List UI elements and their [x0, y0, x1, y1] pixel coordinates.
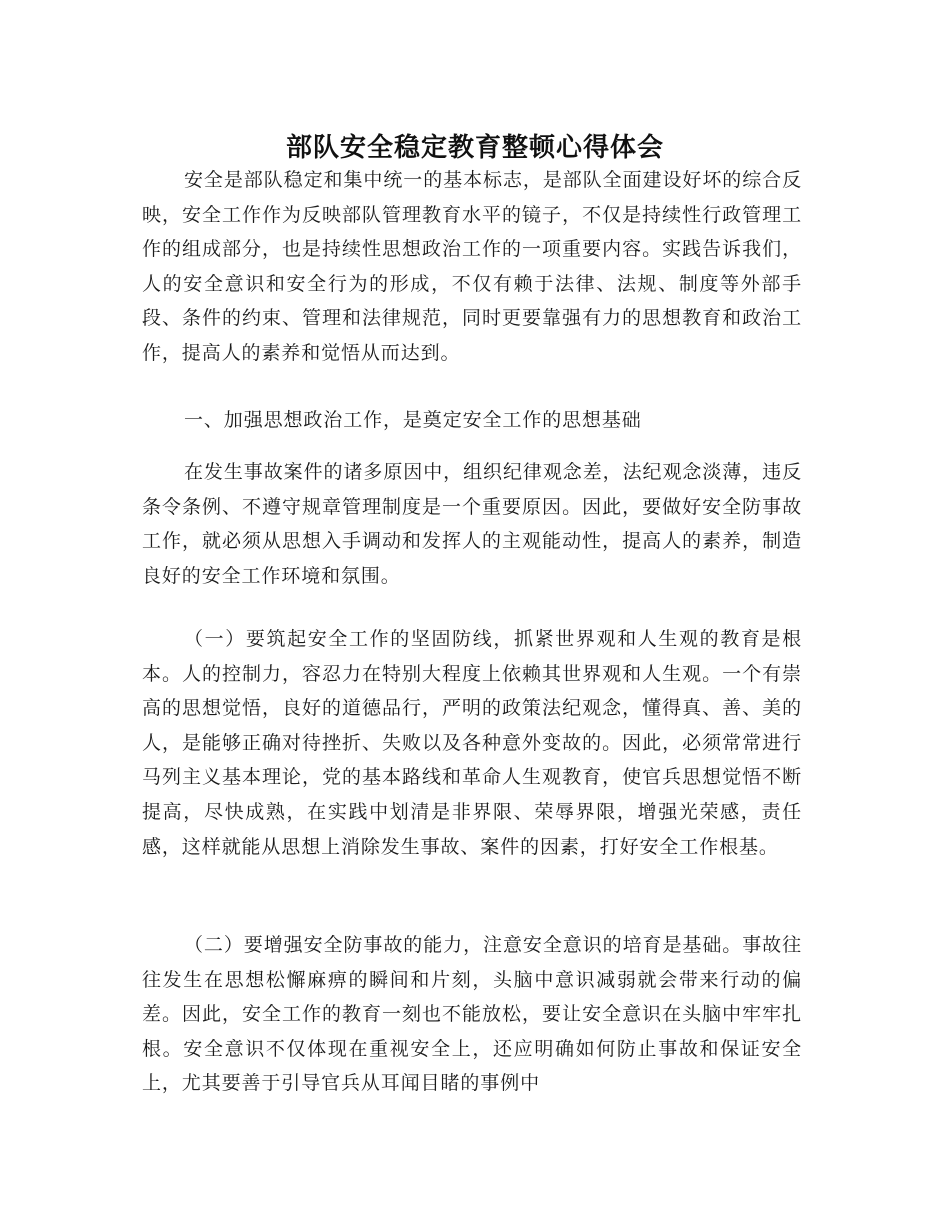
- section-heading-1: 一、加强思想政治工作，是奠定安全工作的思想基础: [184, 409, 642, 431]
- paragraph-subsection-2: （二）要增强安全防事故的能力，注意安全意识的培育是基础。事故往往发生在思想松懈麻痹的瞬间和片刻，头脑中意识减弱就会带来行动的偏差。因此，安全工作的教育一刻也不能放松，要让安全意识在头脑中牢牢扎根。安全意识不仅体现在重视安全上，还应明确如何防止事故和保证安全上，尤其要善于引导官兵从耳闻目睹的事例中: [142, 934, 802, 1095]
- document-title: 部队安全稳定教育整顿心得体会: [285, 133, 664, 164]
- paragraph-section-1: 在发生事故案件的诸多原因中，组织纪律观念差，法纪观念淡薄，违反条令条例、不遵守规章管理制度是一个重要原因。因此，要做好安全防事故工作，就必须从思想入手调动和发挥人的主观能动性，提高人的素养，制造良好的安全工作环境和氛围。: [142, 461, 802, 587]
- paragraph-subsection-1: （一）要筑起安全工作的坚固防线，抓紧世界观和人生观的教育是根本。人的控制力，容忍力在特别大程度上依赖其世界观和人生观。一个有崇高的思想觉悟，良好的道德品行，严明的政策法纪观念，懂得真、善、美的人，是能够正确对待挫折、失败以及各种意外变故的。因此，必须常常进行马列主义基本理论，党的基本路线和革命人生观教育，使官兵思想觉悟不断提高，尽快成熟，在实践中划清是非界限、荣辱界限，增强光荣感，责任感，这样就能从思想上消除发生事故、案件的因素，打好安全工作根基。: [142, 628, 802, 858]
- paragraph-intro: 安全是部队稳定和集中统一的基本标志，是部队全面建设好坏的综合反映，安全工作作为反映部队管理教育水平的镜子，不仅是持续性行政管理工作的组成部分，也是持续性思想政治工作的一项重要内容。实践告诉我们，人的安全意识和安全行为的形成，不仅有赖于法律、法规、制度等外部手段、条件的约束、管理和法律规范，同时更要靠强有力的思想教育和政治工作，提高人的素养和觉悟从而达到。: [142, 169, 802, 364]
